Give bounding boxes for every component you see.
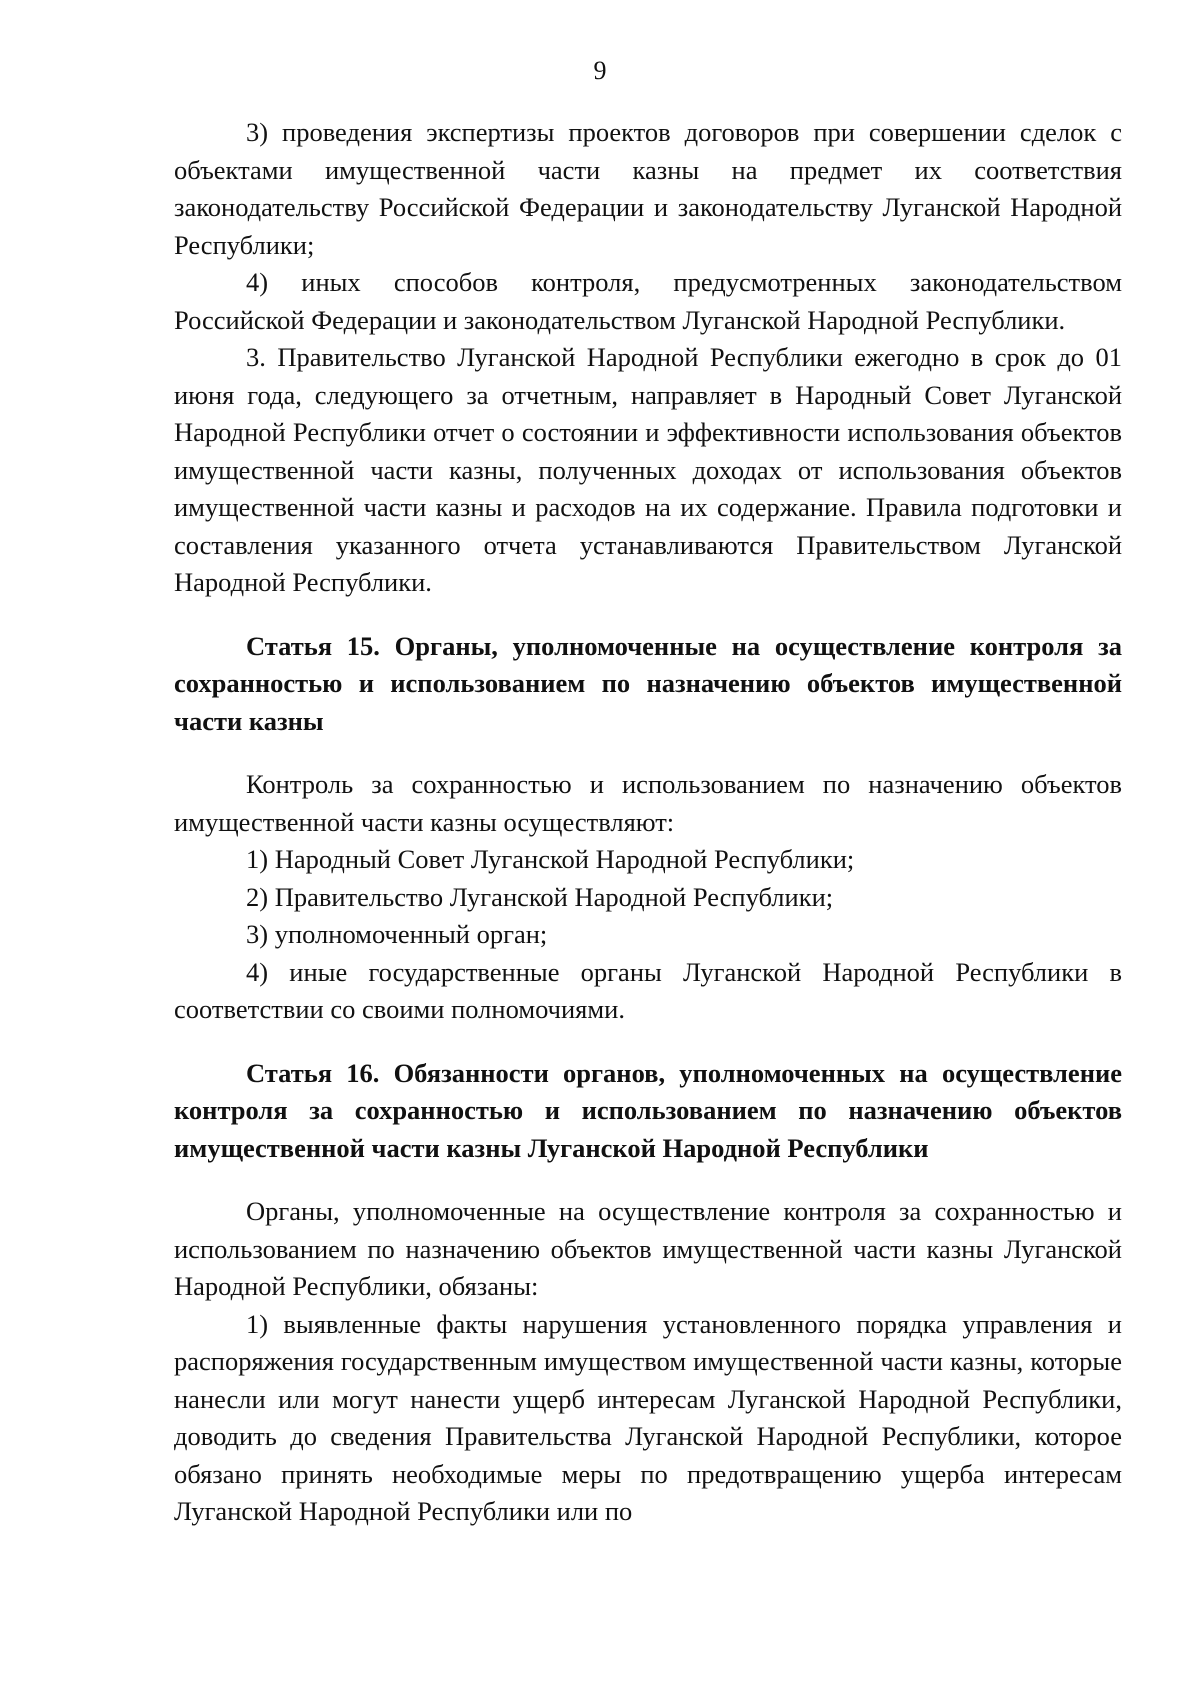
article-16-heading: Статья 16. Обязанности органов, уполномоченных на осуществление контроля за сохранностью и использованием по назначению объектов имущественной части казны Луганской Народной Республики bbox=[174, 1057, 1122, 1163]
paragraph-item-4: 4) иных способов контроля, предусмотренных законодательством Российской Федерации и законодательством Луганской Народной Республики. bbox=[174, 267, 1122, 335]
paragraph-part-3: 3. Правительство Луганской Народной Республики ежегодно в срок до 01 июня года, следующего за отчетным, направляет в Народный Совет Луганской Народной Республики отчет о состоянии и эффективности использования объектов имущественной части казны, полученных доходах от использования объектов имущественной части казны и расходов на их содержание. Правила подготовки и составления указанного отчета устанавливаются Правительством Луганской Народной Республики. bbox=[174, 342, 1122, 597]
article-15-item-3: 3) уполномоченный орган; bbox=[246, 919, 548, 949]
article-15-item-4: 4) иные государственные органы Луганской Народной Республики в соответствии со своими полномочиями. bbox=[174, 956, 1122, 1024]
article-15-heading: Статья 15. Органы, уполномоченные на осуществление контроля за сохранностью и использованием по назначению объектов имущественной части казны bbox=[174, 630, 1122, 736]
article-16-item-1: 1) выявленные факты нарушения установленного порядка управления и распоряжения государственным имуществом имущественной части казны, которые нанесли или могут нанести ущерб интересам Луганской Народной Республики, доводить до сведения Правительства Луганской Народной Республики, которое обязано принять необходимые меры по предотвращению ущерба интересам Луганской Народной Республики или по bbox=[174, 1308, 1122, 1526]
article-16-intro: Органы, уполномоченные на осуществление контроля за сохранностью и использованием по назначению объектов имущественной части казны Луганской Народной Республики, обязаны: bbox=[174, 1196, 1122, 1301]
article-15-intro: Контроль за сохранностью и использованием по назначению объектов имущественной части казны осуществляют: bbox=[174, 769, 1122, 837]
article-15-item-1: 1) Народный Совет Луганской Народной Республики; bbox=[246, 844, 855, 874]
document-body bbox=[174, 114, 1122, 1531]
paragraph-item-3: 3) проведения экспертизы проектов договоров при совершении сделок с объектами имущественной части казны на предмет их соответствия законодательству Российской Федерации и законодательству Луганской Народной Республики; bbox=[174, 117, 1122, 260]
article-15-item-2: 2) Правительство Луганской Народной Республики; bbox=[246, 881, 834, 912]
page-number: 9 bbox=[593, 56, 607, 85]
